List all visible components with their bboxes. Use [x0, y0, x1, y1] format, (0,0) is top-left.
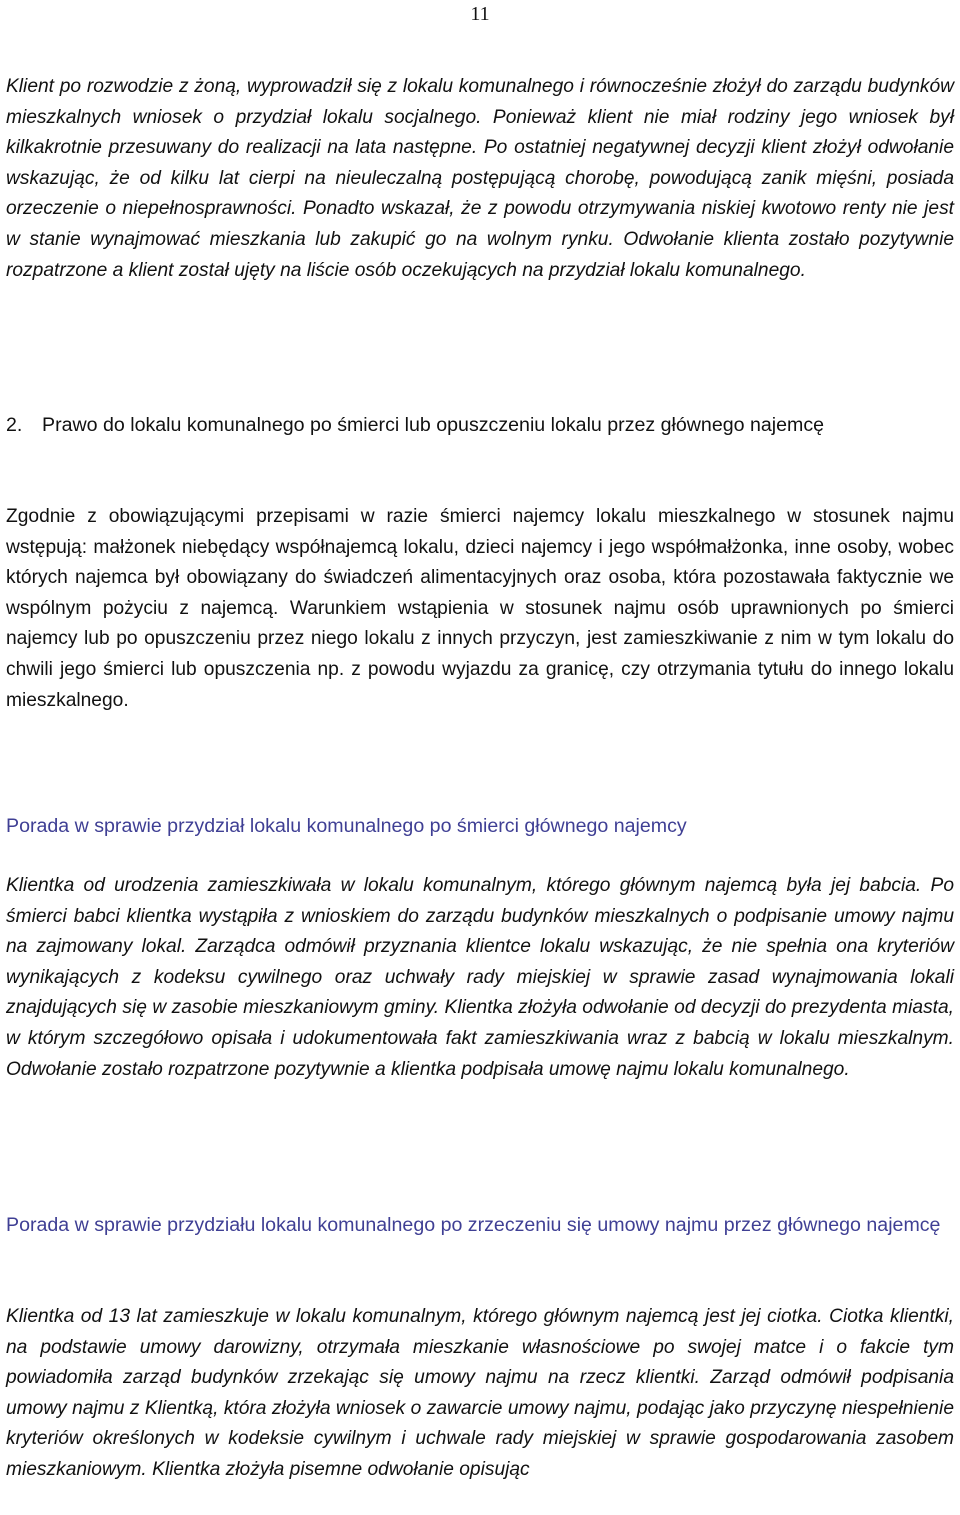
section-number: 2.: [6, 414, 23, 436]
section-body: Zgodnie z obowiązującymi przepisami w razie śmierci najemcy lokalu mieszkalnego w stosunek najmu wstępują: małżonek niebędący współnajemcą lokalu, dzieci najemcy i jego współmałżonka, inne osoby, wobec których najemca był obowiązany do świadczeń alimentacyjnych oraz osoba, która pozostawała faktycznie we wspólnym pożyciu z najemcą. Warunkiem wstąpienia w stosunek najmu osób uprawnionych po śmierci najemcy lub po opuszczeniu przez niego lokalu z innych przyczyn, jest zamieszkiwanie z nim w tym lokalu do chwili jego śmierci lub opuszczenia np. z powodu wyjazdu za granicę, czy otrzymania tytułu do innego lokalu mieszkalnego.: [6, 506, 954, 711]
case-paragraph: Klient po rozwodzie z żoną, wyprowadził się z lokalu komunalnego i równocześnie złożył do zarządu budynków mieszkalnych wniosek o przydział lokalu socjalnego. Ponieważ klient nie miał rodziny jego wniosek był kilkakrotnie przesuwany do realizacji na lata następne. Po ostatniej negatywnej decyzji klient złożył odwołanie wskazując, że od kilku lat cierpi na nieuleczalną postępującą chorobę, powodującą zanik mięśni, posiada orzeczenie o niepełnosprawności. Ponadto wskazał, że z powodu otrzymywania niskiej kwotowo renty nie jest w stanie wynajmować mieszkania lub zakupić go na wolnym rynku. Odwołanie klienta zostało pozytywnie rozpatrzone a klient został ujęty na liście osób oczekujących na przydział lokalu komunalnego.: [6, 76, 954, 281]
advice-heading: Porada w sprawie przydział lokalu komunalnego po śmierci głównego najemcy: [6, 815, 687, 837]
advice-paragraph: Klientka od urodzenia zamieszkiwała w lokalu komunalnym, którego głównym najemcą była jej babcia. Po śmierci babci klientka wystąpiła z wnioskiem do zarządu budynków mieszkalnych o podpisanie umowy najmu na zajmowany lokal. Zarządca odmówił przyznania klientce lokalu wskazując, że nie spełnia ona kryteriów wynikających z kodeksu cywilnego oraz uchwały rady miejskiej w sprawie zasad wynajmowania lokali znajdujących się w zasobie mieszkaniowym gminy. Klientka złożyła odwołanie od decyzji do prezydenta miasta, w którym szczegółowo opisała i udokumentowała fakt zamieszkiwania wraz z babcią w lokalu mieszkalnym. Odwołanie zostało rozpatrzone pozytywnie a klientka podpisała umowę najmu lokalu komunalnego.: [6, 875, 954, 1080]
section-title: Prawo do lokalu komunalnego po śmierci lub opuszczeniu lokalu przez głównego najemcę: [42, 414, 825, 436]
advice-paragraph: Klientka od 13 lat zamieszkuje w lokalu komunalnym, którego głównym najemcą jest jej ciotka. Ciotka klientki, na podstawie umowy darowizny, otrzymała mieszkanie własnościowe po swojej matce i o fakcie tym powiadomiła zarząd budynków zrzekając się umowy najmu na rzecz klientki. Zarząd odmówił podpisania umowy najmu z Klientką, która złożyła wniosek o zawarcie umowy najmu, podając jako przyczynę niespełnienie kryteriów określonych w kodeksie cywilnym i uchwale rady miejskiej w sprawie gospodarowania zasobem mieszkaniowym. Klientka złożyła pisemne odwołanie opisując: [6, 1306, 954, 1480]
advice-heading: Porada w sprawie przydziału lokalu komunalnego po zrzeczeniu się umowy najmu przez głównego najemcę: [6, 1214, 941, 1236]
page-number: 11: [470, 3, 490, 25]
section-heading: [6, 410, 954, 441]
